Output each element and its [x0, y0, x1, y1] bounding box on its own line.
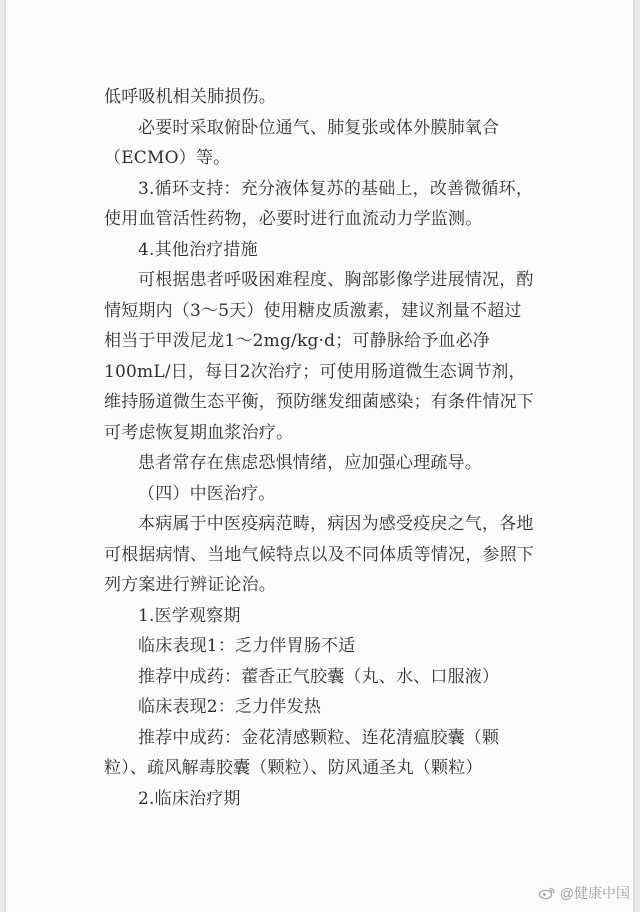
weibo-icon	[538, 886, 556, 900]
section-heading-tcm: （四）中医治疗。	[138, 483, 276, 504]
watermark	[538, 882, 630, 904]
document-page	[6, 0, 633, 912]
clinical-manifestation-2: 临床表现2：乏力伴发热	[138, 697, 322, 717]
clinical-manifestation-1: 临床表现1：乏力伴胃肠不适	[138, 636, 356, 656]
paragraph-3: 3.循环支持：充分液体复苏的基础上，改善微循环，使用血管活性药物，必要时进行血流动力学监测。	[104, 178, 534, 229]
heading-4: 4.其他治疗措施	[138, 239, 258, 260]
watermark-text: @健康中国	[559, 885, 630, 901]
subheading-treatment: 2.临床治疗期	[138, 788, 241, 809]
paragraph-2: 必要时采取俯卧位通气、肺复张或体外膜肺氧合（ECMO）等。	[104, 117, 500, 168]
subheading-observation: 1.医学观察期	[138, 605, 241, 626]
paragraph-8: 本病属于中医疫病范畴，病因为感受疫戾之气，各地可根据病情、当地气候特点以及不同体质等情况，参照下列方案进行辨证论治。	[104, 514, 534, 595]
document-body	[104, 82, 538, 814]
paragraph-5: 可根据患者呼吸困难程度、胸部影像学进展情况，酌情短期内（3～5天）使用糖皮质激素，建议剂量不超过相当于甲泼尼龙1～2mg/kg·d；可静脉给予血必净100mL/日，每日2次治疗；可使用肠道微生态调节剂，维持肠道微生态平衡，预防继发细菌感染；有条件情况下可考虑恢复期血浆治疗。	[104, 270, 534, 443]
recommended-medicine-2: 推荐中成药：金花清感颗粒、连花清瘟胶囊（颗粒）、疏风解毒胶囊（颗粒）、防风通圣丸（颗粒）	[104, 727, 500, 778]
paragraph-1: 低呼吸机相关肺损伤。	[104, 87, 276, 107]
recommended-medicine-1: 推荐中成药：藿香正气胶囊（丸、水、口服液）	[138, 666, 500, 687]
paragraph-6: 患者常存在焦虑恐惧情绪，应加强心理疏导。	[138, 453, 482, 473]
